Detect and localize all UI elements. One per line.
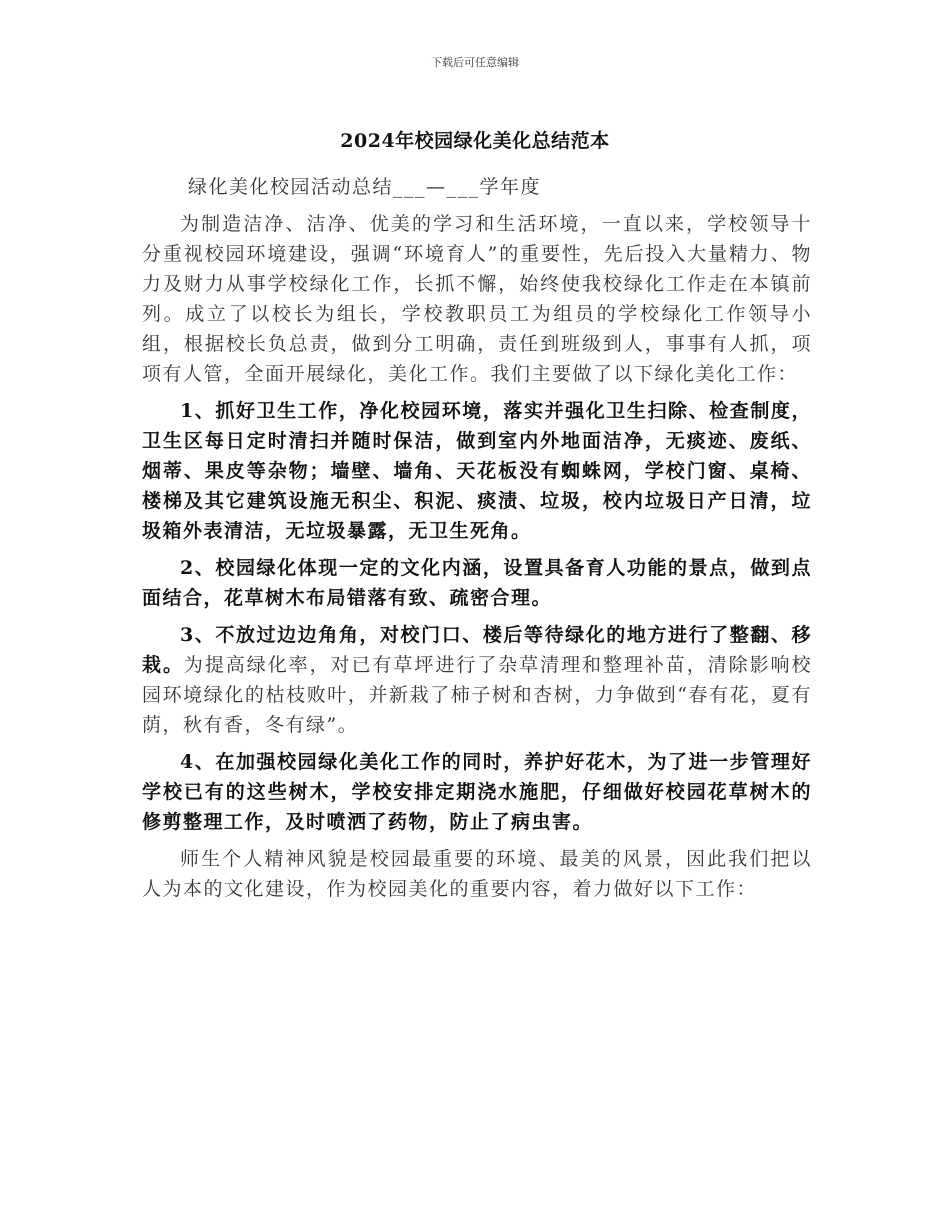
document-subtitle: 绿化美化校园活动总结___—___学年度 — [188, 176, 542, 198]
page-header: 下载后可任意编辑 — [431, 56, 519, 69]
paragraph-closing: 师生个人精神风貌是校园最重要的环境、最美的风景，因此我们把以人为本的文化建设，作为校园美化的重要内容，着力做好以下工作： — [142, 848, 812, 900]
paragraph-item-3-normal: 为提高绿化率，对已有草坪进行了杂草清理和整理补苗，清除影响校园环境绿化的枯枝败叶，并新栽了柿子树和杏树，力争做到“春有花，夏有荫，秋有香，冬有绿”。 — [142, 654, 812, 736]
document-title: 2024年校园绿化美化总结范本 — [340, 130, 610, 152]
paragraph-intro: 为制造洁净、洁净、优美的学习和生活环境，一直以来，学校领导十分重视校园环境建设，强调“环境育人”的重要性，先后投入大量精力、物力及财力从事学校绿化工作，长抓不懈，始终使我校绿化工作走在本镇前列。成立了以校长为组长，学校教职员工为组员的学校绿化工作领导小组，根据校长负总责，做到分工明确，责任到班级到人，事事有人抓，项项有人管，全面开展绿化，美化工作。我们主要做了以下绿化美化工作： — [142, 213, 812, 385]
paragraph-item-1: 1、抓好卫生工作，净化校园环境，落实并强化卫生扫除、检查制度，卫生区每日定时清扫并随时保洁，做到室内外地面洁净，无痰迹、废纸、烟蒂、果皮等杂物；墙壁、墙角、天花板没有蜘蛛网，学校门窗、桌椅、楼梯及其它建筑设施无积尘、积泥、痰渍、垃圾，校内垃圾日产日清，垃圾箱外表清洁，无垃圾暴露，无卫生死角。 — [142, 400, 812, 542]
paragraph-item-4: 4、在加强校园绿化美化工作的同时，养护好花木，为了进一步管理好学校已有的这些树木，学校安排定期浇水施肥，仔细做好校园花草树木的修剪整理工作，及时喷洒了药物，防止了病虫害。 — [142, 751, 812, 833]
document-body — [142, 172, 812, 911]
paragraph-item-3 — [142, 620, 812, 747]
paragraph-item-2: 2、校园绿化体现一定的文化内涵，设置具备育人功能的景点，做到点面结合，花草树木布局错落有致、疏密合理。 — [142, 557, 812, 609]
paragraph-item-3-bold: 3、不放过边边角角，对校门口、楼后等待绿化的地方进行了整翻、移栽。 — [142, 624, 812, 676]
